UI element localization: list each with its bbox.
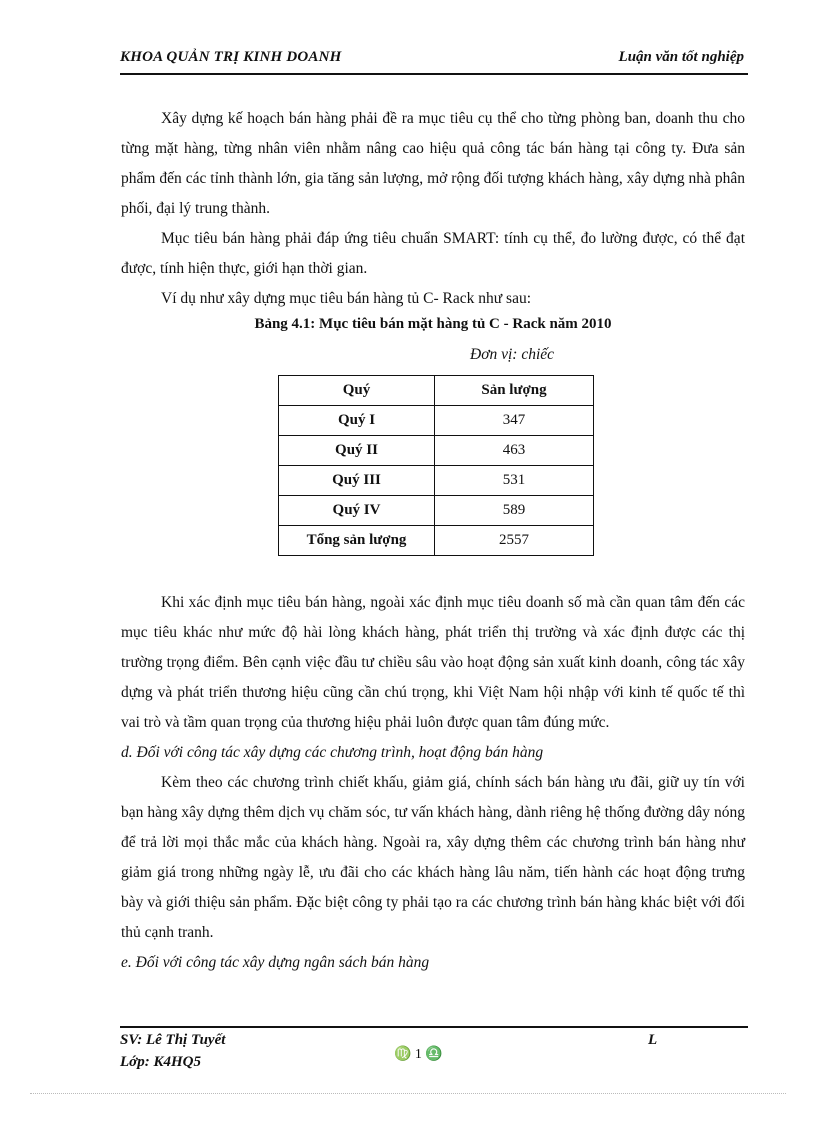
paragraph: Kèm theo các chương trình chiết khấu, giảm giá, chính sách bán hàng ưu đãi, giữ uy tín với bạn hàng xây dựng thêm dịch vụ chăm sóc, tư vấn khách hàng, dành riêng hệ thống đường dây nóng để trả lời mọi thắc mắc của khách hàng. Ngoài ra, xây dựng thêm các chương trình bán hàng như giảm giá trong những ngày lễ, ưu đãi cho các khách hàng lâu năm, tiến hành các hoạt động trưng bày và giới thiệu sản phẩm. Đặc biệt công ty phải tạo ra các chương trình bán hàng khác biệt với đối thủ cạnh tranh. [121, 774, 745, 941]
faculty-name: KHOA QUẢN TRỊ KINH DOANH [120, 49, 342, 65]
paragraph: Ví dụ như xây dựng mục tiêu bán hàng tủ C- Rack như sau: [161, 290, 532, 307]
table-header-row [279, 376, 594, 406]
footer-mark: L [648, 1032, 658, 1048]
student-name: SV: Lê Thị Tuyết [120, 1032, 226, 1048]
body-top [121, 104, 745, 314]
paragraph: Mục tiêu bán hàng phải đáp ứng tiêu chuẩn SMART: tính cụ thể, đo lường được, có thể đạt được, tính hiện thực, giới hạn thời gian. [121, 230, 745, 277]
paragraph: Xây dựng kế hoạch bán hàng phải đề ra mục tiêu cụ thể cho từng phòng ban, doanh thu cho từng mặt hàng, từng nhân viên nhằm nâng cao hiệu quả công tác bán hàng tại công ty. Đưa sản phẩm đến các tỉnh thành lớn, gia tăng sản lượng, mở rộng đối tượng khách hàng, xây dựng nhà phân phối, đại lý trung thành. [121, 110, 745, 217]
table-row [279, 406, 594, 436]
page-header [120, 47, 748, 75]
paragraph: Khi xác định mục tiêu bán hàng, ngoài xác định mục tiêu doanh số mà cần quan tâm đến các mục tiêu khác như mức độ hài lòng khách hàng, phát triển thị trường và xác định được các thị trường trọng điểm. Bên cạnh việc đầu tư chiều sâu vào hoạt động sản xuất kinh doanh, công tác xây dựng và phát triển thương hiệu cũng cần chú trọng, khi Việt Nam hội nhập với kinh tế quốc tế thì vai trò và tầm quan trọng của thương hiệu phải luôn được quan tâm đúng mức. [121, 594, 745, 731]
volume-cell: 531 [435, 466, 594, 496]
target-table [278, 375, 594, 556]
page-number: ♍ 1 ♎ [394, 1047, 443, 1062]
table-row [279, 466, 594, 496]
bottom-divider [30, 1093, 786, 1094]
table-row [279, 436, 594, 466]
table-total-row [279, 526, 594, 556]
total-value-cell: 2557 [435, 526, 594, 556]
column-header-volume: Sản lượng [435, 376, 594, 406]
section-heading-e: e. Đối với công tác xây dựng ngân sách bán hàng [121, 954, 430, 971]
volume-cell: 463 [435, 436, 594, 466]
document-type: Luận văn tốt nghiệp [618, 49, 744, 65]
quarter-cell: Quý I [279, 406, 435, 436]
column-header-quarter: Quý [279, 376, 435, 406]
total-label-cell: Tổng sản lượng [279, 526, 435, 556]
section-heading-d: d. Đối với công tác xây dựng các chương trình, hoạt động bán hàng [121, 744, 544, 761]
quarter-cell: Quý III [279, 466, 435, 496]
quarter-cell: Quý IV [279, 496, 435, 526]
table-row [279, 496, 594, 526]
quarter-cell: Quý II [279, 436, 435, 466]
table-caption: Bảng 4.1: Mục tiêu bán mặt hàng tủ C - Rack năm 2010 [254, 316, 612, 332]
class-name: Lớp: K4HQ5 [120, 1054, 201, 1070]
body-bottom [121, 588, 745, 978]
table-unit: Đơn vị: chiếc [470, 346, 555, 363]
volume-cell: 347 [435, 406, 594, 436]
volume-cell: 589 [435, 496, 594, 526]
page-footer [120, 1026, 748, 1078]
